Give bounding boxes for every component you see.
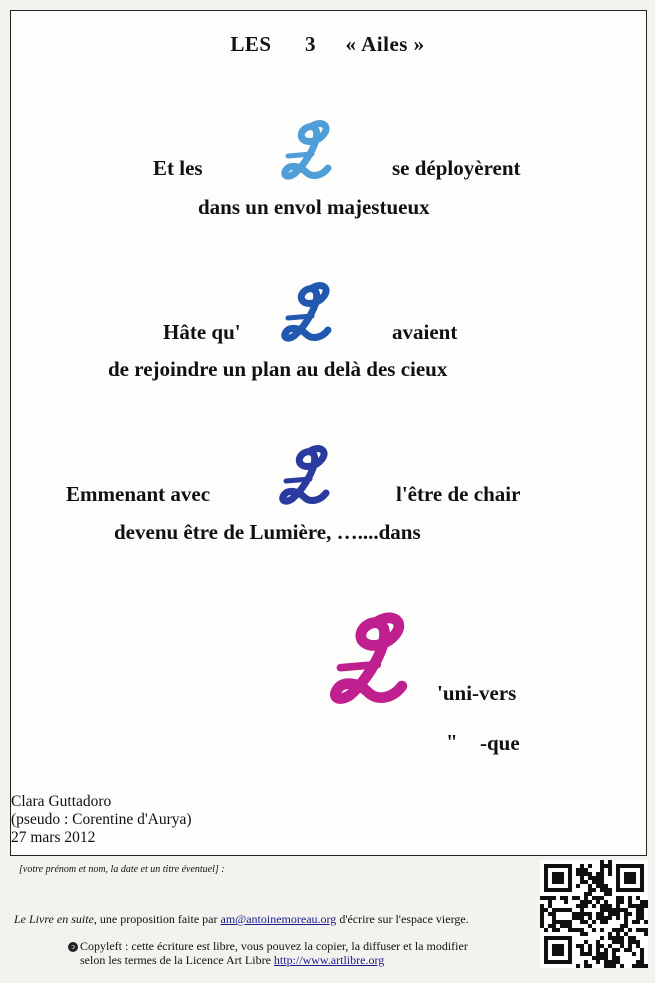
final-quote: " <box>446 730 458 754</box>
stanza-2-after: avaient <box>392 320 458 344</box>
footer-text-2: d'écrire sur l'espace vierge. <box>336 912 469 926</box>
poem-title <box>0 32 655 57</box>
cursive-L-icon <box>276 282 332 344</box>
footer-proposal <box>14 912 469 927</box>
qr-code-icon <box>540 860 648 968</box>
final-after: 'uni-vers <box>437 681 517 705</box>
author-pseudo: (pseudo : Corentine d'Aurya) <box>11 811 192 828</box>
stanza-3-line2: devenu être de Lumière, …....dans <box>114 520 421 544</box>
title-number: 3 <box>305 32 317 56</box>
cursive-L-icon <box>322 612 408 708</box>
footer-copyleft <box>68 939 468 954</box>
title-les: LES <box>230 32 272 56</box>
author-date: 27 mars 2012 <box>11 829 96 846</box>
stanza-1-after: se déployèrent <box>392 156 521 180</box>
cursive-L-icon <box>274 445 330 507</box>
author-name: Clara Guttadoro <box>11 793 112 810</box>
form-note: [votre prénom et nom, la date et un titre éventuel] : <box>19 864 225 875</box>
title-ailes: « Ailes » <box>345 32 425 56</box>
stanza-1-before: Et les <box>153 156 203 180</box>
stanza-2-line2: de rejoindre un plan au delà des cieux <box>108 357 448 381</box>
license-link[interactable]: http://www.artlibre.org <box>273 953 385 967</box>
stanza-1-line2: dans un envol majestueux <box>198 195 430 219</box>
stanza-2-before: Hâte qu' <box>163 320 241 344</box>
cursive-L-icon <box>276 120 332 182</box>
final-que: -que <box>480 731 520 755</box>
license-text: selon les termes de la Licence Art Libre <box>80 953 274 967</box>
footer-license <box>80 953 384 968</box>
stanza-3-before: Emmenant avec <box>66 482 211 506</box>
copyleft-icon: ↄ <box>68 942 78 952</box>
book-title: Le Livre en suite <box>14 912 94 926</box>
footer-text-1: , une proposition faite par <box>93 912 221 926</box>
stanza-3-after: l'être de chair <box>396 482 521 506</box>
email-link[interactable]: am@antoinemoreau.org <box>220 912 337 926</box>
copyleft-text: Copyleft : cette écriture est libre, vous pouvez la copier, la diffuser et la modifier <box>80 939 468 953</box>
